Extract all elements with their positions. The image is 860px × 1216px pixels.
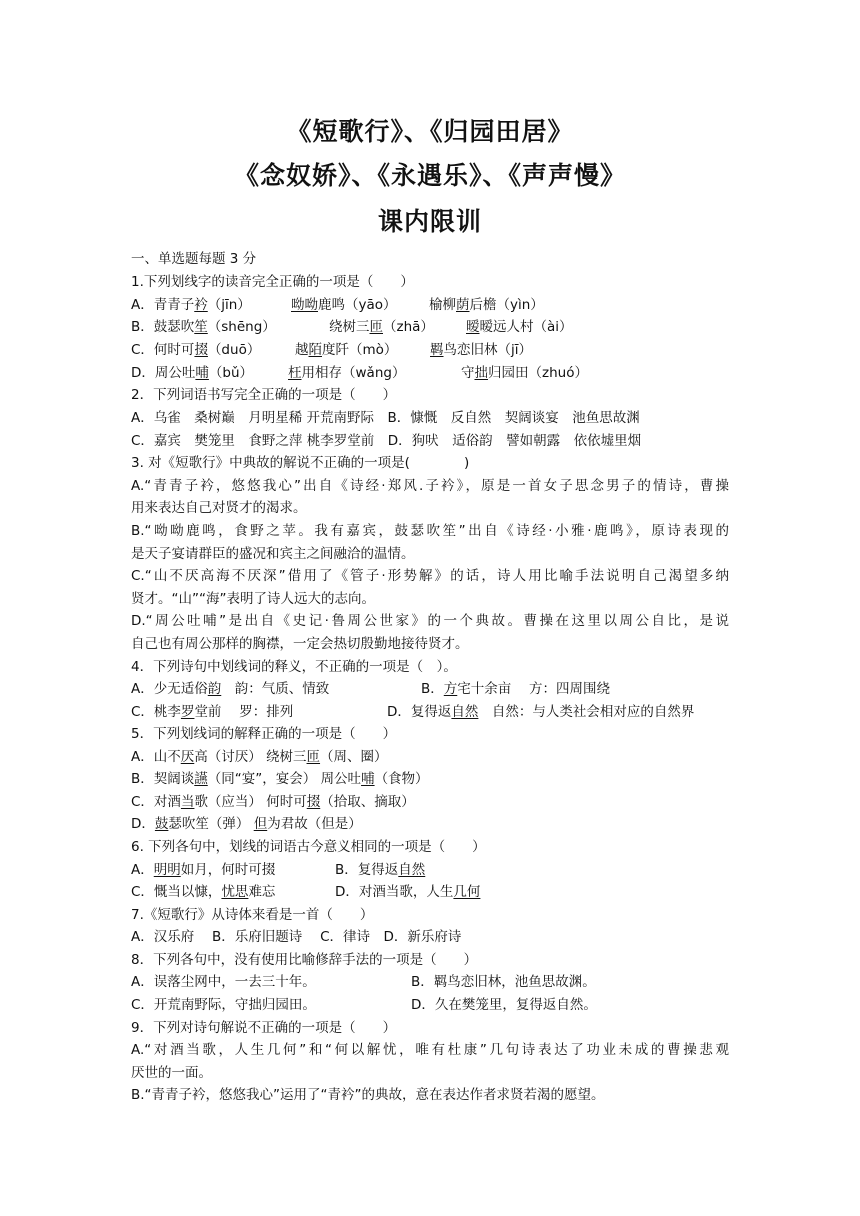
q5-option-a: A．山不厌高（讨厌） 绕树三匝（周、圈） [131,749,388,765]
q4-stem: 4．下列诗句中划线词的释义，不正确的一项是（ ）。 [131,659,457,675]
q9-option-a-line2: 厌世的一面。 [131,1065,212,1081]
title-line-3: 课内限训 [377,207,482,236]
q7-stem: 7.《短歌行》从诗体来看是一首（ ） [131,907,374,923]
q7-options: A．汉乐府 B．乐府旧题诗 C．律诗 D．新乐府诗 [131,929,462,945]
q3-option-b-line2: 是天子宴请群臣的盛况和宾主之间融洽的温情。 [131,546,415,562]
section-heading: 一、单选题每题 3 分 [131,251,257,267]
title-line-1: 《短歌行》、《归园田居》 [286,117,574,146]
q3-option-c-line1: C.“山不厌高海不厌深”借用了《管子·形势解》的话，诗人用比喻手法说明自己渴望多纳 [131,568,729,584]
q1-stem: 1.下列划线字的读音完全正确的一项是（ ） [131,274,414,290]
title-line-2: 《念奴娇》、《永遇乐》、《声声慢》 [233,161,626,190]
q3-option-b-line1: B.“呦呦鹿鸣，食野之苹。我有嘉宾，鼓瑟吹笙”出自《诗经·小雅·鹿鸣》，原诗表现的 [131,523,729,539]
q2-options-ab: A．乌雀 桑树巅 月明星稀 开荒南野际 B．慷慨 反自然 契阔谈宴 池鱼思故渊 [131,410,640,426]
q3-option-d-line1: D.“周公吐哺”是出自《史记·鲁周公世家》的一个典故。曹操在这里以周公自比，是说 [131,613,729,629]
q2-options-cd: C．嘉宾 樊笼里 食野之萍 桃李罗堂前 D．狗吠 适俗韵 譬如朝露 依依墟里烟 [131,433,642,449]
q3-stem: 3. 对《短歌行》中典故的解说不正确的一项是( ) [131,455,470,471]
q9-stem: 9．下列对诗句解说不正确的一项是（ ） [131,1020,397,1036]
q3-option-a-line2: 用来表达自己对贤才的渴求。 [131,500,307,516]
q5-option-b: B．契阔谈讌（同“宴”，宴会） 周公吐哺（食物） [131,771,429,787]
q9-option-a-line1: A.“对酒当歌，人生几何”和“何以解忧，唯有杜康”几句诗表达了功业未成的曹操悲观 [131,1042,729,1058]
q3-option-c-line2: 贤才。“山”“海”表明了诗人远大的志向。 [131,591,375,607]
q5-option-d: D．鼓瑟吹笙（弹） 但为君故（但是） [131,816,362,832]
q5-stem: 5．下列划线词的解释正确的一项是（ ） [131,726,397,742]
q5-option-c: C．对酒当歌（应当） 何时可掇（拾取、摘取） [131,794,415,810]
q2-stem: 2．下列词语书写完全正确的一项是（ ） [131,387,397,403]
q6-stem: 6. 下列各句中，划线的词语古今意义相同的一项是（ ） [131,839,486,855]
q3-option-d-line2: 自己也有周公那样的胸襟，一定会热切殷勤地接待贤才。 [131,636,469,652]
q8-stem: 8．下列各句中，没有使用比喻修辞手法的一项是（ ） [131,952,478,968]
q3-option-a-line1: A.“青青子衿，悠悠我心”出自《诗经·郑风.子衿》，原是一首女子思念男子的情诗，曹操 [131,478,729,494]
q9-option-b-line1: B.“青青子衿，悠悠我心”运用了“青衿”的典故，意在表达作者求贤若渴的愿望。 [131,1087,605,1103]
